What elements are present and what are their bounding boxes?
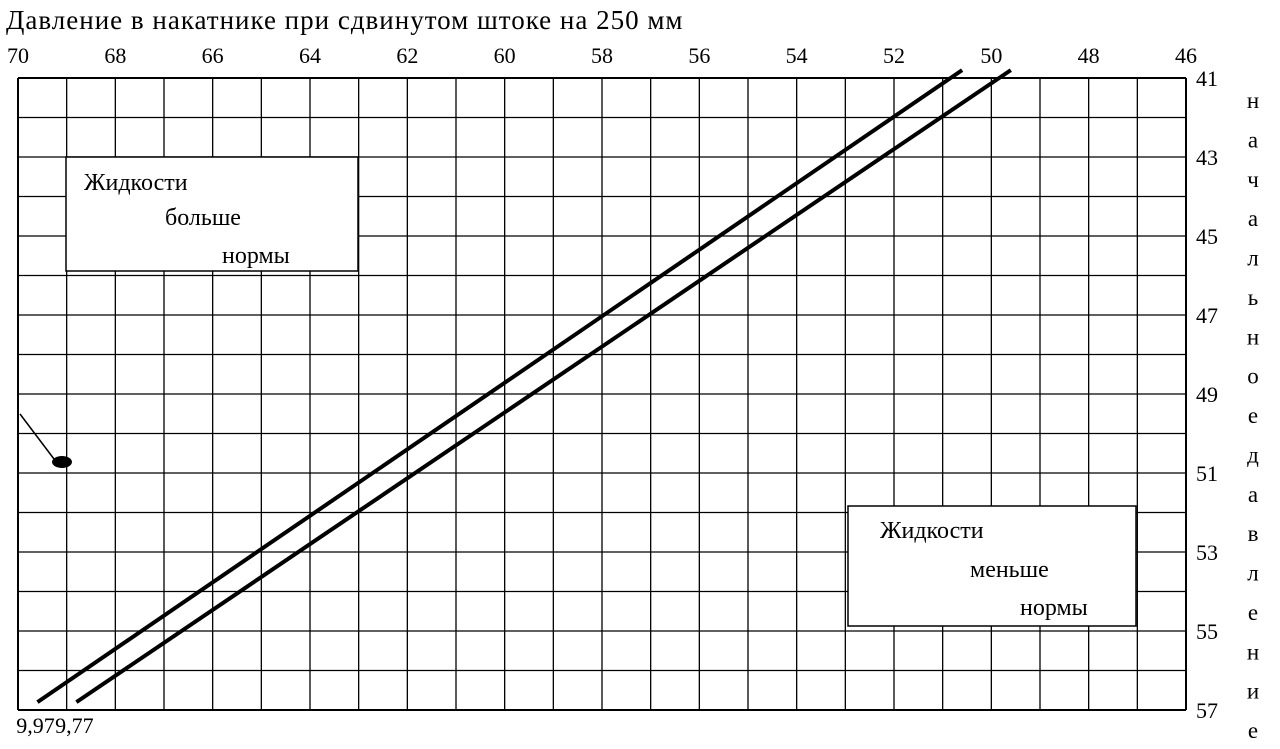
right-axis-letter: л bbox=[1247, 245, 1259, 271]
right-axis-letter: и bbox=[1246, 678, 1260, 704]
less-box-line-3: нормы bbox=[1020, 595, 1088, 621]
right-tick-label: 55 bbox=[1196, 619, 1218, 644]
less-box-line-2: меньше bbox=[970, 557, 1049, 583]
pointer-marker bbox=[20, 414, 72, 468]
top-tick-label: 54 bbox=[785, 43, 808, 68]
top-tick-label: 46 bbox=[1175, 43, 1197, 68]
chart-title: Давление в накатнике при сдвинутом штоке на 250 мм bbox=[6, 5, 684, 35]
right-tick-label: 43 bbox=[1196, 145, 1218, 170]
less-box-line-1: Жидкости bbox=[880, 518, 984, 544]
top-tick-label: 60 bbox=[493, 43, 516, 68]
right-tick-label: 53 bbox=[1196, 540, 1218, 565]
top-tick-label: 50 bbox=[980, 43, 1003, 68]
right-axis-letter: н bbox=[1246, 324, 1260, 350]
top-tick-label: 66 bbox=[201, 43, 224, 68]
right-tick-label: 49 bbox=[1196, 382, 1218, 407]
more-than-norm-box bbox=[66, 157, 358, 271]
pointer-line bbox=[20, 414, 54, 459]
right-tick-label: 57 bbox=[1196, 698, 1218, 723]
right-axis-letter: в bbox=[1247, 521, 1259, 547]
right-axis-letter: е bbox=[1247, 403, 1259, 428]
top-tick-label: 58 bbox=[591, 43, 613, 68]
right-axis-letter: н bbox=[1246, 639, 1260, 665]
top-tick-label: 68 bbox=[104, 43, 127, 68]
series-label: 9,77 bbox=[55, 713, 94, 738]
right-axis-letter: ч bbox=[1247, 166, 1259, 192]
pointer-dot bbox=[52, 456, 72, 468]
less-than-norm-box bbox=[848, 506, 1136, 626]
right-tick-label: 41 bbox=[1196, 66, 1218, 91]
right-axis-letter: а bbox=[1247, 206, 1259, 232]
right-axis-letter: е bbox=[1247, 718, 1259, 743]
right-axis-letter: л bbox=[1247, 560, 1259, 586]
more-box-line-1: Жидкости bbox=[84, 170, 188, 196]
right-axis-letter: о bbox=[1247, 363, 1259, 389]
right-axis-letter: а bbox=[1247, 481, 1259, 507]
top-tick-label: 62 bbox=[396, 43, 419, 68]
series-labels bbox=[16, 713, 93, 738]
right-axis-letter: н bbox=[1246, 88, 1260, 113]
right-axis-letter: д bbox=[1247, 442, 1259, 468]
right-axis-label bbox=[1247, 88, 1259, 743]
right-axis-letter: а bbox=[1247, 127, 1259, 153]
right-tick-label: 51 bbox=[1196, 461, 1218, 486]
top-tick-label: 70 bbox=[7, 43, 29, 68]
top-tick-label: 48 bbox=[1077, 43, 1100, 68]
top-tick-label: 64 bbox=[299, 43, 321, 68]
more-box-line-2: больше bbox=[165, 205, 241, 231]
top-tick-label: 56 bbox=[688, 43, 711, 68]
right-axis-letter: ь bbox=[1247, 284, 1259, 310]
right-axis-letter: е bbox=[1247, 599, 1259, 625]
series-label: 9,97 bbox=[16, 713, 55, 738]
more-box-line-3: нормы bbox=[222, 243, 290, 269]
right-tick-label: 47 bbox=[1196, 303, 1218, 328]
top-tick-label: 52 bbox=[883, 43, 905, 68]
right-tick-label: 45 bbox=[1196, 224, 1218, 249]
